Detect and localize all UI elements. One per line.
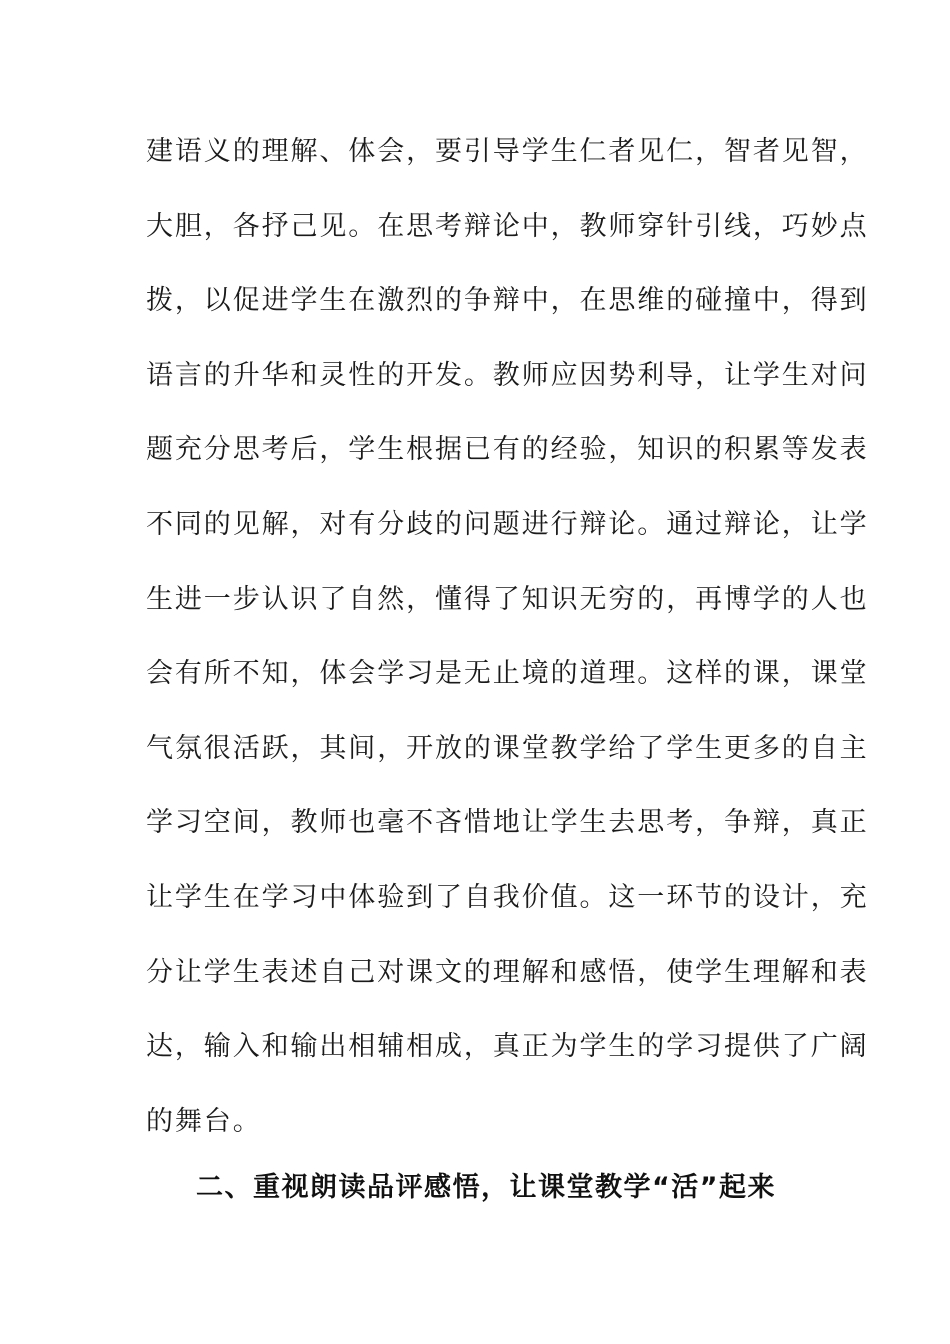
paragraph-line: 建语义的理解、体会，要引导学生仁者见仁，智者见智， (146, 136, 869, 167)
paragraph-line: 不同的见解，对有分歧的问题进行辩论。通过辩论，让学 (146, 508, 869, 540)
paragraph-line: 拨，以促进学生在激烈的争辩中，在思维的碰撞中，得到 (146, 285, 869, 317)
paragraph-line: 的舞台。 (146, 1105, 262, 1137)
paragraph-line: 达，输入和输出相辅相成，真正为学生的学习提供了广阔 (146, 1031, 869, 1063)
paragraph-line: 会有所不知，体会学习是无止境的道理。这样的课，课堂 (146, 658, 869, 690)
paragraph-line: 语言的升华和灵性的开发。教师应因势利导，让学生对问 (146, 359, 869, 391)
body-paragraph (146, 133, 869, 1177)
paragraph-line: 气氛很活跃，其间，开放的课堂教学给了学生更多的自主 (146, 732, 869, 764)
paragraph-line: 学习空间，教师也毫不吝惜地让学生去思考，争辩，真正 (146, 807, 869, 839)
paragraph-line: 题充分思考后，学生根据已有的经验，知识的积累等发表 (146, 434, 869, 466)
paragraph-line: 生进一步认识了自然，懂得了知识无穷的，再博学的人也 (146, 583, 869, 615)
paragraph-line: 让学生在学习中体验到了自我价值。这一环节的设计，充 (146, 881, 869, 913)
paragraph-line: 分让学生表述自己对课文的理解和感悟，使学生理解和表 (146, 956, 869, 988)
paragraph-line: 大胆，各抒己见。在思考辩论中，教师穿针引线，巧妙点 (146, 210, 869, 242)
section-heading: 二、重视朗读品评感悟，让课堂教学“活”起来 (196, 1172, 776, 1203)
